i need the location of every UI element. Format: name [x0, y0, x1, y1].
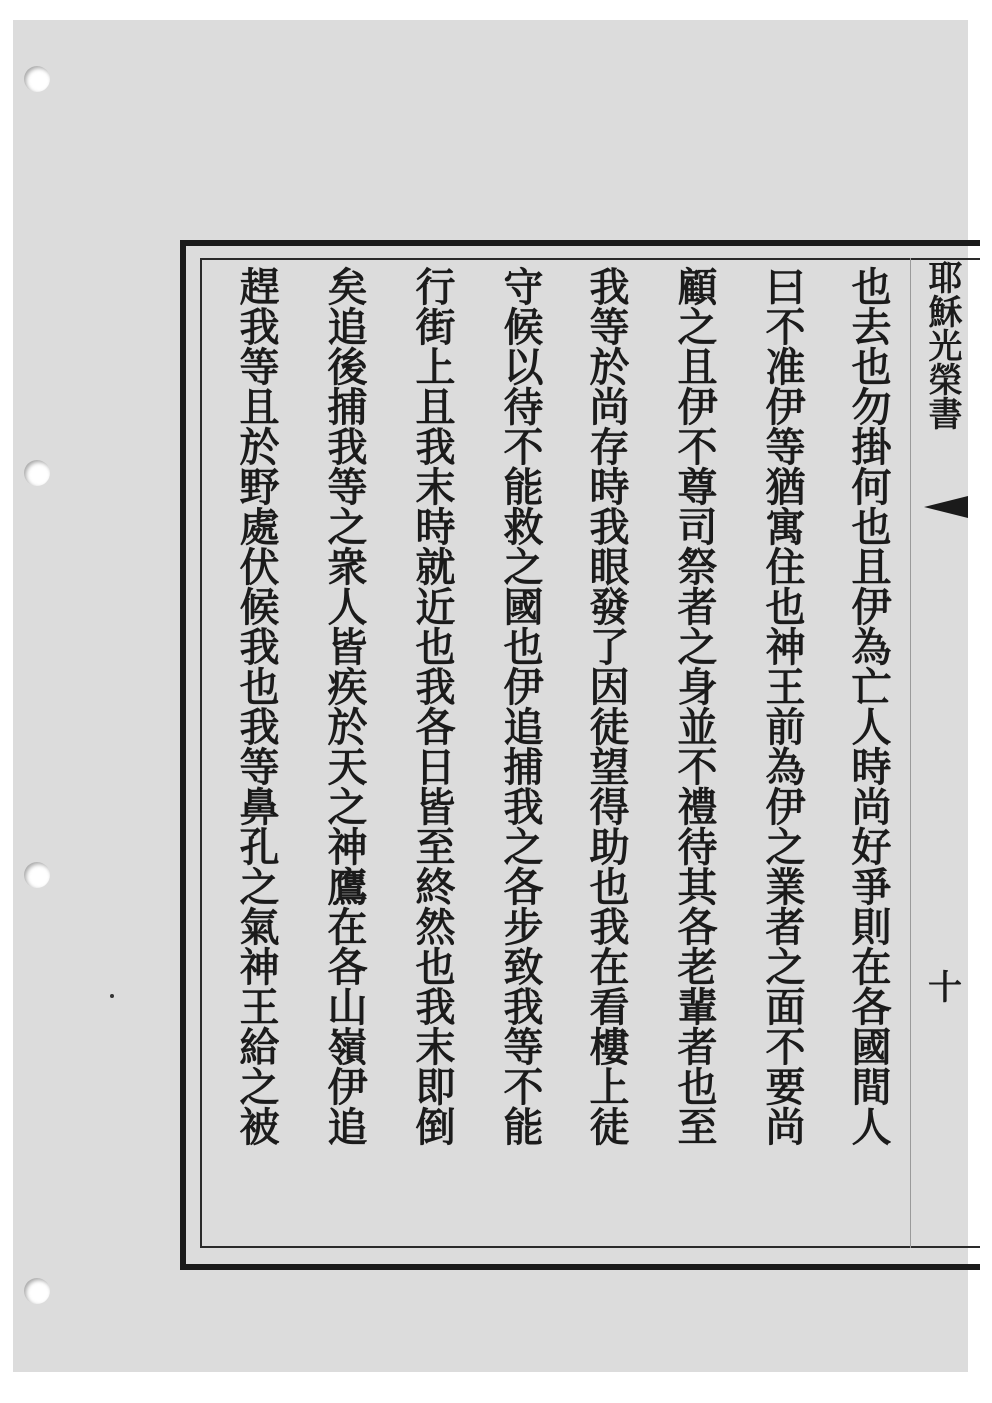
- punch-hole: [24, 1278, 50, 1304]
- text-column: 守候以待不能救之國也伊追捕我之各步致我等不能: [497, 266, 544, 1146]
- text-column: 矣追後捕我等之衆人皆疾於天之神鷹在各山嶺伊追: [321, 266, 368, 1146]
- text-column: 我等於尚存時我眼發了因徒望得助也我在看樓上徒: [583, 266, 630, 1146]
- text-column: 行街上且我末時就近也我各日皆至終然也我末即倒: [409, 266, 456, 1146]
- text-column: 趕我等且於野處伏候我也我等鼻孔之氣神王給之被: [233, 266, 280, 1146]
- text-column: 顧之且伊不尊司祭者之身並不禮待其各老輩者也至: [671, 266, 718, 1146]
- punch-hole: [24, 862, 50, 888]
- text-column: 曰不准伊等猶寓住也神王前為伊之業者之面不要尚: [759, 266, 806, 1146]
- punch-hole: [24, 66, 50, 92]
- stray-mark: [110, 994, 114, 998]
- punch-hole: [24, 460, 50, 486]
- text-column: 也去也勿掛何也且伊為亡人時尚好爭則在各國間人: [845, 266, 892, 1146]
- column-divider: [910, 258, 911, 1248]
- margin-title: 耶穌光榮書: [922, 260, 962, 430]
- page-number: 十: [928, 968, 962, 1008]
